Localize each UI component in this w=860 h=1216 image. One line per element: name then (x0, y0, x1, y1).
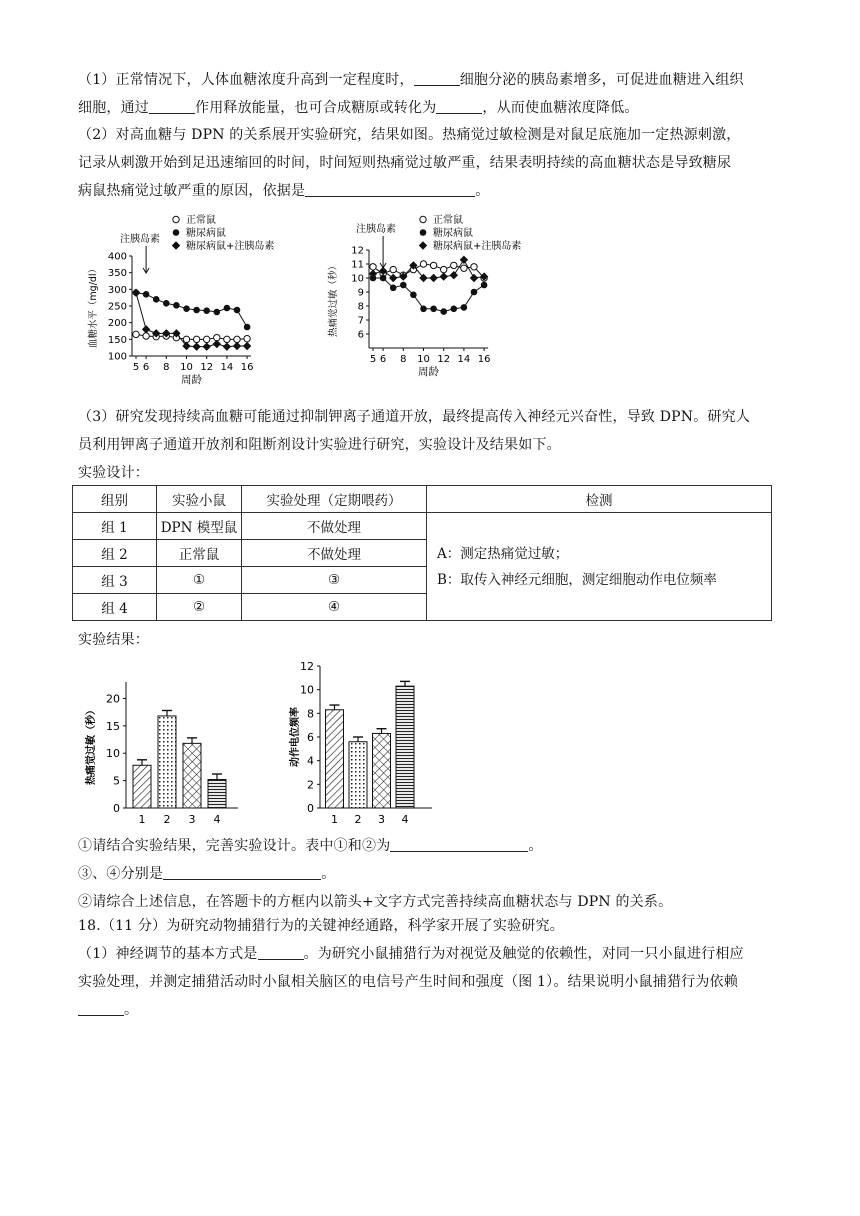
data-point (233, 342, 241, 350)
data-point (244, 324, 251, 331)
y-tick-label: 6 (357, 329, 364, 341)
data-point (420, 229, 427, 236)
q18-line3: 实验处理，并测定捕猎活动时小鼠相关脑区的电信号产生时间和强度（图 1）。结果说明小鼠捕猎行为依赖 (78, 974, 738, 990)
x-axis-label: 周龄 (181, 374, 203, 386)
data-point (204, 336, 210, 342)
data-point (143, 333, 149, 339)
x-tick-label: 8 (163, 362, 170, 373)
data-point (420, 261, 426, 267)
x-tick-label: 12 (200, 362, 214, 373)
answer-blank-6[interactable] (163, 863, 321, 880)
data-point (243, 342, 251, 350)
bar (158, 716, 176, 808)
y-tick-label: 10 (300, 683, 314, 697)
data-point (390, 266, 396, 272)
data-point (440, 308, 447, 315)
answer-blank-5[interactable] (390, 835, 528, 852)
y-tick-label: 2 (307, 778, 314, 792)
legend-label: 糖尿病鼠+注胰岛素 (433, 241, 522, 252)
y-axis-label: 动作电位频率 (290, 707, 301, 767)
data-point (142, 325, 150, 333)
y-axis-label: 血糖水平（mg/dl） (88, 263, 99, 349)
y-tick-label: 12 (351, 245, 364, 257)
x-tick-label: 8 (400, 354, 407, 365)
cell-mice: ② (157, 594, 242, 621)
detect-b: B：取传入神经元细胞，测定细胞动作电位频率 (437, 571, 717, 588)
x-tick-label: 1 (331, 813, 338, 826)
table-header-row (73, 486, 772, 513)
q17-subquestions (78, 832, 784, 916)
annotation-label: 注胰岛素 (356, 224, 396, 235)
data-point (441, 266, 447, 272)
answer-blank-3[interactable] (436, 97, 482, 114)
cell-group: 组 1 (73, 513, 157, 540)
y-tick-label: 0 (307, 802, 314, 815)
y-tick-label: 10 (106, 747, 120, 761)
legend-label: 糖尿病鼠 (186, 228, 226, 239)
x-tick-label: 4 (401, 813, 409, 826)
cell-treatment: 不做处理 (242, 513, 427, 540)
data-point (172, 241, 180, 249)
heat-pain-line-chart (326, 208, 526, 398)
data-point (173, 216, 179, 222)
table-row (73, 513, 772, 540)
subq-1-text: ①请结合实验结果，完善实验设计。表中①和②为 (78, 838, 391, 854)
y-tick-label: 15 (106, 719, 120, 733)
heat-pain-bar-chart (82, 668, 252, 838)
y-tick-label: 10 (351, 273, 364, 285)
action-potential-bar-chart (286, 658, 456, 838)
legend-label: 糖尿病鼠+注胰岛素 (186, 241, 275, 252)
data-point (460, 256, 468, 264)
data-point (429, 274, 437, 282)
q17-part3 (78, 403, 784, 487)
y-tick-label: 0 (113, 802, 120, 815)
y-tick-label: 4 (307, 754, 314, 768)
y-tick-label: 8 (357, 301, 364, 313)
subq-2-end: 。 (321, 866, 336, 882)
data-point (380, 275, 387, 282)
q17-p1-text-c: 细胞，通过 (78, 100, 149, 116)
q17-p2-line3: 病鼠热痛觉过敏严重的原因，依据是 (78, 183, 306, 199)
y-tick-label: 5 (113, 774, 120, 788)
data-point (214, 309, 221, 316)
x-tick-label: 3 (188, 813, 196, 826)
annotation-label: 注胰岛素 (120, 234, 160, 245)
answer-blank-8[interactable] (78, 999, 124, 1016)
q17-part1 (78, 66, 784, 122)
cell-treatment: ④ (242, 594, 427, 621)
y-tick-label: 150 (107, 334, 127, 346)
q17-p3-line2: 员利用钾离子通道开放剂和阻断剂设计实验进行研究，实验设计及结果如下。 (78, 437, 561, 453)
cell-group: 组 4 (73, 594, 157, 621)
experiment-design-table (72, 485, 772, 621)
x-tick-label: 6 (142, 362, 150, 373)
y-tick-label: 6 (307, 731, 314, 744)
subq-2-text: ③、④分别是 (78, 866, 164, 882)
subq-3-text: ②请综合上述信息，在答题卡的方框内以箭头+文字方式完善持续高血糖状态与 DPN 的关系。 (78, 894, 673, 910)
data-point (224, 305, 231, 312)
cell-mice: ① (157, 567, 242, 594)
header-group: 组别 (73, 486, 157, 513)
y-tick-label: 300 (107, 284, 127, 296)
data-point (461, 265, 467, 271)
data-point (132, 288, 140, 296)
data-point (193, 307, 200, 314)
data-point (420, 306, 427, 313)
answer-blank-4[interactable] (305, 180, 475, 197)
data-point (470, 274, 478, 282)
q17-part2 (78, 121, 784, 205)
bar (133, 765, 151, 808)
cell-group: 组 3 (73, 567, 157, 594)
y-tick-label: 8 (307, 707, 314, 721)
bar (373, 733, 391, 808)
y-axis-label: 热痛觉过敏（秒） (86, 705, 97, 785)
data-point (370, 264, 376, 270)
data-point (203, 342, 211, 350)
y-tick-label: 11 (351, 259, 364, 271)
cell-detect (427, 513, 772, 621)
q17-p1-text-a: （1）正常情况下，人体血糖浓度升高到一定程度时， (78, 72, 414, 88)
data-point (192, 342, 200, 350)
data-point (420, 216, 426, 222)
data-point (173, 229, 180, 236)
data-point (430, 262, 436, 268)
data-point (163, 300, 170, 307)
x-tick-label: 10 (417, 354, 430, 365)
y-tick-label: 20 (106, 692, 120, 706)
design-label: 实验设计： (78, 465, 149, 481)
data-point (389, 274, 397, 282)
cell-treatment: 不做处理 (242, 540, 427, 567)
y-tick-label: 200 (107, 318, 127, 330)
data-point (430, 306, 437, 313)
data-point (203, 307, 210, 314)
q17-p1-text-e: ，从而使血糖浓度降低。 (482, 100, 639, 116)
q17-p1-text-b: 细胞分泌的胰岛素增多，可促进血糖进入组织 (459, 72, 744, 88)
data-point (451, 262, 457, 268)
detect-a: A：测定热痛觉过敏； (437, 545, 569, 562)
cell-group: 组 2 (73, 540, 157, 567)
y-tick-label: 12 (300, 660, 314, 673)
y-axis-label: 热痛觉过敏（秒） (328, 260, 339, 338)
y-tick-label: 400 (107, 251, 127, 263)
bar (349, 742, 367, 808)
legend-label: 正常鼠 (433, 215, 463, 226)
data-point (471, 289, 478, 296)
q17-p1-text-d: 作用释放能量，也可合成糖原或转化为 (195, 100, 437, 116)
series-line (373, 278, 484, 312)
data-point (244, 335, 250, 341)
q18-line4: 。 (124, 1002, 139, 1018)
bar (208, 780, 226, 808)
blood-glucose-line-chart (86, 208, 276, 398)
x-tick-label: 14 (220, 362, 234, 373)
cell-mice: 正常鼠 (157, 540, 242, 567)
x-tick-label: 2 (354, 813, 362, 826)
series-line (136, 293, 247, 327)
x-tick-label: 14 (457, 354, 471, 365)
data-point (183, 336, 189, 342)
cell-mice: DPN 模型鼠 (157, 513, 242, 540)
y-tick-label: 9 (357, 287, 364, 299)
data-point (234, 336, 240, 342)
answer-blank-2[interactable] (149, 97, 195, 114)
y-tick-label: 7 (357, 315, 364, 327)
data-point (153, 296, 160, 303)
data-point (410, 292, 417, 299)
data-point (213, 340, 221, 348)
data-point (173, 302, 180, 309)
x-tick-label: 16 (240, 362, 254, 373)
data-point (440, 272, 448, 280)
bar (326, 710, 344, 808)
x-axis-label: 周龄 (418, 366, 440, 378)
header-mice: 实验小鼠 (157, 486, 242, 513)
x-tick-label: 3 (378, 813, 385, 826)
data-point (400, 282, 407, 289)
q17-p3-line1: （3）研究发现持续高血糖可能通过抑制钾离子通道开放，最终提高传入神经元兴奋性，导致 DPN。研究人 (78, 409, 751, 425)
data-point (183, 305, 190, 312)
legend-label: 正常鼠 (186, 215, 216, 226)
data-point (450, 271, 458, 279)
q18-title: 18.（11 分）为研究动物捕猎行为的关键神经通路，科学家开展了实验研究。 (78, 918, 564, 934)
q18-line2b: 。为研究小鼠捕猎行为对视觉及触觉的依赖性，对同一只小鼠进行相应 (303, 946, 744, 962)
data-point (471, 264, 477, 270)
bar (183, 743, 201, 808)
x-tick-label: 5 (369, 354, 377, 365)
data-point (481, 282, 488, 289)
data-point (419, 241, 427, 249)
x-tick-label: 10 (180, 362, 193, 373)
data-point (223, 342, 231, 350)
data-point (451, 306, 458, 313)
header-detect: 检测 (427, 486, 772, 513)
x-tick-label: 4 (213, 813, 221, 826)
x-tick-label: 1 (138, 813, 146, 826)
x-tick-label: 6 (379, 354, 387, 365)
q17-p2-line2: 记录从刺激开始到足迅速缩回的时间，时间短则热痛觉过敏严重，结果表明持续的高血糖状态是导致糖尿 (78, 155, 732, 171)
x-tick-label: 16 (477, 354, 491, 365)
data-point (234, 307, 241, 314)
bar (396, 686, 414, 808)
cell-treatment: ③ (242, 567, 427, 594)
q18-line2: （1）神经调节的基本方式是 (78, 946, 258, 962)
data-point (224, 336, 230, 342)
data-point (143, 291, 150, 298)
data-point (461, 304, 468, 311)
header-treatment: 实验处理（定期喂药） (242, 486, 427, 513)
answer-blank-1[interactable] (414, 69, 460, 86)
x-tick-label: 12 (437, 354, 451, 365)
x-tick-label: 5 (132, 362, 140, 373)
y-tick-label: 350 (107, 268, 127, 280)
y-tick-label: 100 (107, 351, 127, 363)
answer-blank-7[interactable] (258, 943, 304, 960)
legend-label: 糖尿病鼠 (433, 228, 473, 239)
y-tick-label: 250 (107, 301, 127, 313)
x-tick-label: 2 (163, 813, 171, 826)
data-point (133, 331, 139, 337)
q17-p2-line1: （2）对高血糖与 DPN 的关系展开实验研究，结果如图。热痛觉过敏检测是对鼠足底施加一定热源刺激， (78, 127, 741, 143)
q18 (78, 912, 784, 1024)
results-label: 实验结果： (78, 632, 149, 648)
subq-1-end: 。 (528, 838, 543, 854)
q17-p2-line3-end: 。 (475, 183, 490, 199)
data-point (390, 285, 397, 292)
data-point (193, 336, 199, 342)
